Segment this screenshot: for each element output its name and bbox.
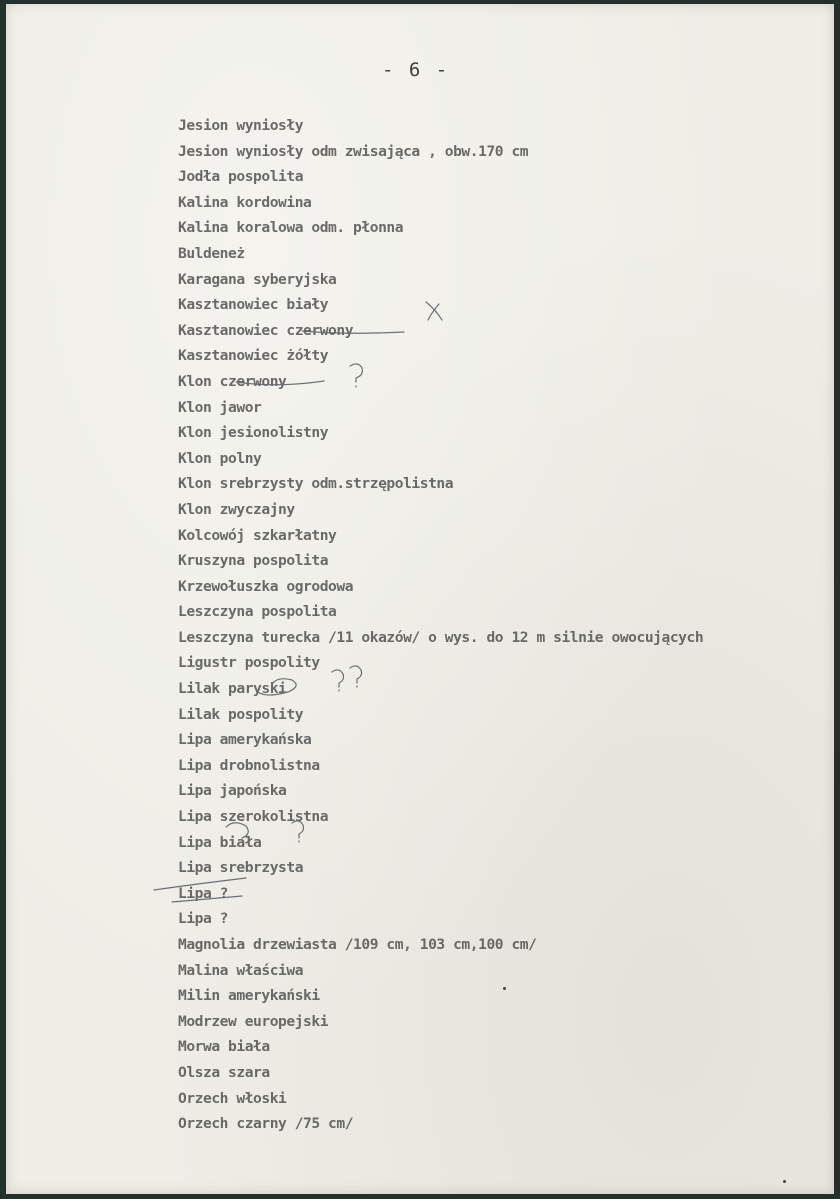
list-item: Lipa biała [178,833,262,851]
list-item: Lipa srebrzysta [178,859,304,877]
ink-speck [783,1180,786,1183]
list-item: Kruszyna pospolita [178,552,329,570]
list-item: Klon srebrzysty odm.strzępolistna [178,475,454,493]
list-item: Krzewołuszka ogrodowa [178,577,354,595]
list-item: Leszczyna pospolita [178,603,337,621]
list-item: Jesion wyniosły odm zwisająca , obw.170 cm [178,142,529,160]
list-item: Lilak pospolity [178,705,304,723]
list-item: Magnolia drzewiasta /109 cm, 103 cm,100 cm/ [178,936,537,953]
list-item: Lipa ? [178,884,229,902]
list-item: Morwa biała [178,1038,270,1056]
list-item: Orzech czarny /75 cm/ [178,1115,354,1133]
list-item: Kasztanowiec czerwony [178,321,354,339]
list-item: Lilak paryski [178,680,287,698]
list-item: Ligustr pospolity [178,654,320,672]
page-number: - 6 - [382,59,450,81]
list-item: Kolcowój szkarłatny [178,526,337,544]
list-item: Kalina kordowina [178,193,312,211]
ink-speck [503,987,506,990]
list-item: Lipa japońska [178,782,287,800]
list-item: Olsza szara [178,1063,270,1081]
list-item: Lipa ? [178,910,229,928]
list-item: Buldeneż [178,244,245,262]
species-list [178,113,818,1137]
list-item: Malina właściwa [178,961,304,979]
list-item: Karagana syberyjska [178,270,337,288]
list-item: Lipa drobnolistna [178,756,320,774]
list-item: Klon czerwony [178,372,287,390]
list-item: Kasztanowiec żółty [178,347,329,365]
list-item: Lipa szerokolistna [178,808,329,826]
list-item: Klon zwyczajny [178,500,295,518]
list-item: Jesion wyniosły [178,117,304,134]
list-item: Klon jesionolistny [178,424,329,442]
list-item: Klon polny [178,449,262,467]
document-page [6,4,834,1194]
list-item: Orzech włoski [178,1089,287,1107]
list-item: Kasztanowiec biały [178,296,329,314]
list-item: Modrzew europejski [178,1012,329,1030]
list-item: Klon jawor [178,398,262,416]
list-item: Lipa amerykańska [178,731,312,749]
list-item: Kalina koralowa odm. płonna [178,219,404,237]
list-item: Milin amerykański [178,987,320,1005]
list-item: Jodła pospolita [178,168,304,186]
list-item: Leszczyna turecka /11 okazów/ o wys. do 12 m silnie owocujących [178,628,704,646]
